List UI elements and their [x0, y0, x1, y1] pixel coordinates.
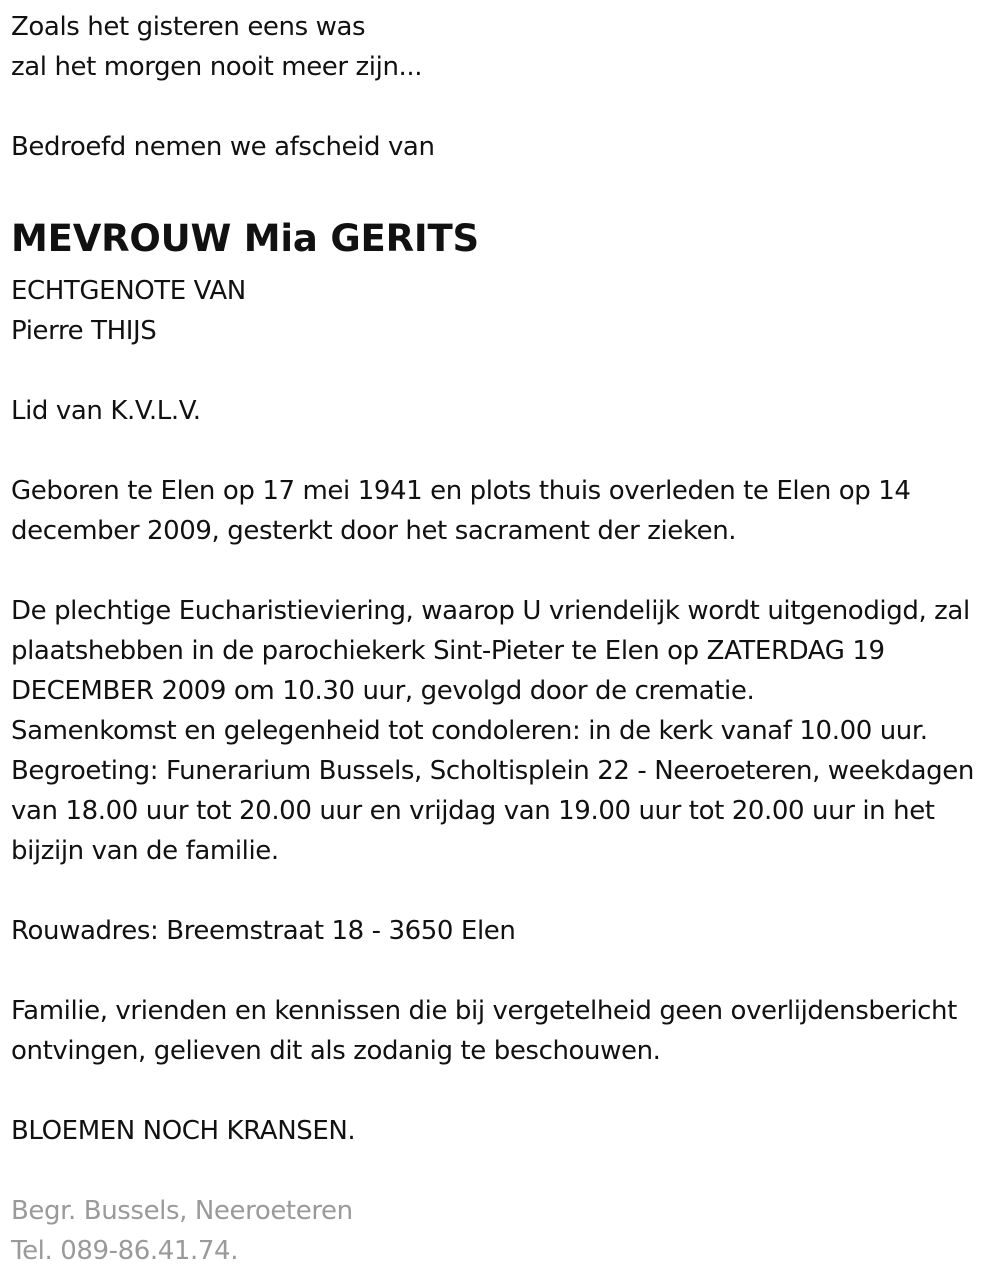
undertaker-phone: Tel. 089-86.41.74. [11, 1236, 239, 1266]
condolences-paragraph: Samenkomst en gelegenheid tot condoleren: in de kerk vanaf 10.00 uur. [11, 716, 928, 746]
undertaker-name: Begr. Bussels, Neeroeteren [11, 1196, 353, 1226]
spacer [11, 551, 996, 591]
relation-text: ECHTGENOTE VAN [11, 276, 246, 306]
spacer [11, 167, 996, 207]
intro-line-2: zal het morgen nooit meer zijn... [11, 52, 423, 82]
spacer [11, 431, 996, 471]
farewell-text: Bedroefd nemen we afscheid van [11, 132, 435, 162]
mourning-address: Rouwadres: Breemstraat 18 - 3650 Elen [11, 916, 516, 946]
spacer [11, 351, 996, 391]
notice-paragraph: Familie, vrienden en kennissen die bij vergetelheid geen overlijdensbericht ontvingen, gelieven dit als zodanig te beschouwen. [11, 996, 957, 1066]
spacer [11, 951, 996, 991]
membership-text: Lid van K.V.L.V. [11, 396, 201, 426]
spouse-name: Pierre THIJS [11, 316, 157, 346]
flowers-notice: BLOEMEN NOCH KRANSEN. [11, 1116, 356, 1146]
birth-death-paragraph: Geboren te Elen op 17 mei 1941 en plots thuis overleden te Elen op 14 december 2009, gesterkt door het sacrament der zieken. [11, 476, 911, 546]
spacer [11, 87, 996, 127]
visitation-paragraph: Begroeting: Funerarium Bussels, Scholtisplein 22 - Neeroeteren, weekdagen van 18.00 uur tot 20.00 uur en vrijdag van 19.00 uur tot 20.00 uur in het bijzijn van de familie. [11, 756, 974, 866]
ceremony-paragraph: De plechtige Eucharistieviering, waarop U vriendelijk wordt uitgenodigd, zal plaatshebben in de parochiekerk Sint-Pieter te Elen op ZATERDAG 19 DECEMBER 2009 om 10.30 uur, gevolgd door de crematie. [11, 596, 970, 706]
intro-line-1: Zoals het gisteren eens was [11, 12, 366, 42]
spacer [11, 1071, 996, 1111]
spacer [11, 871, 996, 911]
obituary-notice [11, 7, 996, 1271]
deceased-name: MEVROUW Mia GERITS [11, 217, 479, 260]
spacer [11, 1151, 996, 1191]
